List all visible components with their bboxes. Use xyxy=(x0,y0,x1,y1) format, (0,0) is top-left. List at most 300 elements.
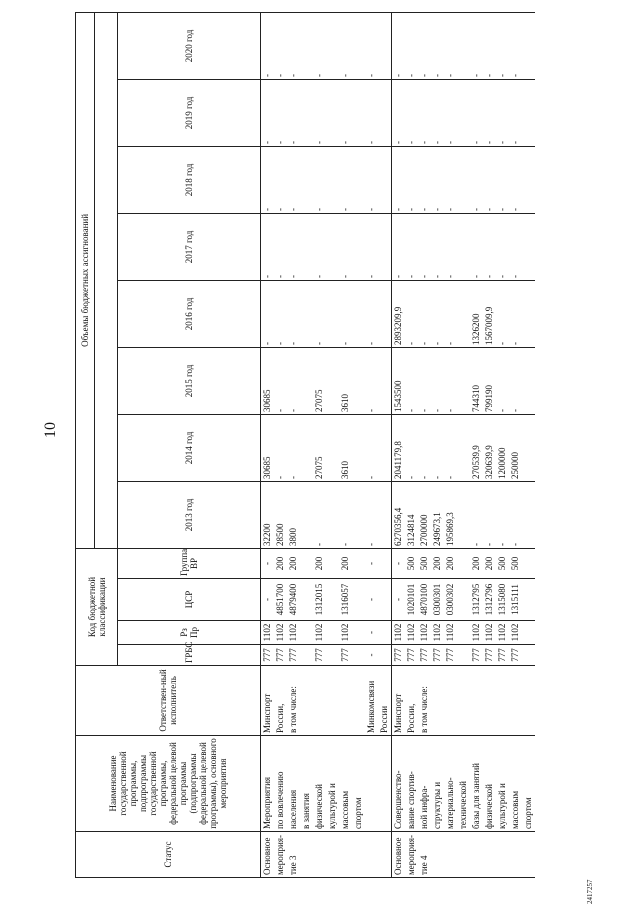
value-cell-2017 xyxy=(457,213,470,280)
value-cell-2020: - xyxy=(470,12,483,79)
rzpr-cell: 1102 xyxy=(418,621,431,645)
value-cell-2014 xyxy=(352,414,365,481)
value-cell-2019 xyxy=(352,79,365,146)
value-cell-2016: - xyxy=(274,280,287,347)
table-row xyxy=(392,12,406,877)
value-cell-2018: - xyxy=(509,146,522,213)
page-number: 10 xyxy=(42,422,59,438)
value-cell-2013 xyxy=(326,481,339,548)
value-cell-2014: 27075 xyxy=(313,414,326,481)
value-cell-2015 xyxy=(522,347,535,414)
value-cell-2018: - xyxy=(470,146,483,213)
value-cell-2020: - xyxy=(509,12,522,79)
value-cell-2018 xyxy=(457,146,470,213)
budget-table-sheet xyxy=(75,13,555,878)
table-row xyxy=(261,12,275,877)
vr-cell: 500 xyxy=(418,548,431,578)
csr-cell xyxy=(522,579,535,621)
status-cell: Основное xyxy=(261,832,275,878)
value-cell-2013 xyxy=(378,481,392,548)
name-cell: культурой и xyxy=(326,736,339,832)
table-row xyxy=(326,12,339,877)
name-cell: спортом xyxy=(522,736,535,832)
csr-cell xyxy=(300,579,313,621)
executor-cell xyxy=(339,666,352,736)
table-row xyxy=(509,12,522,877)
value-cell-2016: - xyxy=(431,280,444,347)
table-row xyxy=(313,12,326,877)
value-cell-2015: - xyxy=(444,347,457,414)
value-cell-2018 xyxy=(326,146,339,213)
executor-cell xyxy=(496,666,509,736)
value-cell-2016: - xyxy=(418,280,431,347)
vr-cell: 200 xyxy=(483,548,496,578)
status-cell xyxy=(470,832,483,878)
value-cell-2017: - xyxy=(405,213,418,280)
grbs-cell xyxy=(326,645,339,666)
value-cell-2020: - xyxy=(339,12,352,79)
value-cell-2019: - xyxy=(261,79,275,146)
executor-cell xyxy=(444,666,457,736)
status-cell xyxy=(326,832,339,878)
value-cell-2015: 3610 xyxy=(339,347,352,414)
vr-cell: 200 xyxy=(313,548,326,578)
header-volumes: Объемы бюджетных ассигнований xyxy=(76,12,95,548)
status-cell: тие 4 xyxy=(418,832,431,878)
document-code: 2417257 xyxy=(586,879,594,904)
status-cell: мероприя- xyxy=(274,832,287,878)
value-cell-2018: - xyxy=(274,146,287,213)
value-cell-2016: 1567009,9 xyxy=(483,280,496,347)
value-cell-2015 xyxy=(378,347,392,414)
value-cell-2020 xyxy=(352,12,365,79)
table-row xyxy=(287,12,300,877)
value-cell-2017: - xyxy=(483,213,496,280)
value-cell-2016: - xyxy=(444,280,457,347)
csr-cell: 4870100 xyxy=(418,579,431,621)
value-cell-2017: - xyxy=(392,213,406,280)
executor-cell: в том числе: xyxy=(287,666,300,736)
csr-cell xyxy=(457,579,470,621)
value-cell-2018 xyxy=(352,146,365,213)
value-cell-2017: - xyxy=(339,213,352,280)
value-cell-2018: - xyxy=(444,146,457,213)
value-cell-2014 xyxy=(522,414,535,481)
executor-cell xyxy=(300,666,313,736)
grbs-cell: 777 xyxy=(339,645,352,666)
csr-cell: 1316057 xyxy=(339,579,352,621)
header-rzpr: Рз Пр xyxy=(118,621,261,645)
vr-cell: 200 xyxy=(274,548,287,578)
grbs-cell: 777 xyxy=(496,645,509,666)
value-cell-2020: - xyxy=(444,12,457,79)
name-cell: технической xyxy=(457,736,470,832)
name-cell: массовым xyxy=(509,736,522,832)
csr-cell: - xyxy=(261,579,275,621)
value-cell-2016: - xyxy=(339,280,352,347)
value-cell-2016: - xyxy=(496,280,509,347)
value-cell-2019: - xyxy=(405,79,418,146)
value-cell-2020: - xyxy=(418,12,431,79)
header-year-2018: 2018 год xyxy=(118,146,261,213)
rzpr-cell: 1102 xyxy=(470,621,483,645)
grbs-cell: 777 xyxy=(483,645,496,666)
value-cell-2019: - xyxy=(431,79,444,146)
value-cell-2020: - xyxy=(365,12,378,79)
rzpr-cell xyxy=(300,621,313,645)
value-cell-2013: - xyxy=(509,481,522,548)
value-cell-2018: - xyxy=(287,146,300,213)
executor-cell: Минспорт xyxy=(392,666,406,736)
grbs-cell: 777 xyxy=(470,645,483,666)
status-cell xyxy=(509,832,522,878)
value-cell-2016 xyxy=(326,280,339,347)
name-cell: вание спортив- xyxy=(405,736,418,832)
csr-cell: 4879400 xyxy=(287,579,300,621)
csr-cell: 1312795 xyxy=(470,579,483,621)
vr-cell xyxy=(522,548,535,578)
value-cell-2016: - xyxy=(509,280,522,347)
value-cell-2018 xyxy=(300,146,313,213)
value-cell-2014 xyxy=(300,414,313,481)
value-cell-2016: - xyxy=(405,280,418,347)
vr-cell: 200 xyxy=(444,548,457,578)
table-row xyxy=(365,12,378,877)
value-cell-2014: - xyxy=(405,414,418,481)
value-cell-2014: - xyxy=(431,414,444,481)
value-cell-2014: 320639,9 xyxy=(483,414,496,481)
rzpr-cell: - xyxy=(365,621,378,645)
csr-cell: - xyxy=(365,579,378,621)
status-cell xyxy=(313,832,326,878)
table-row xyxy=(483,12,496,877)
value-cell-2020 xyxy=(457,12,470,79)
value-cell-2020: - xyxy=(405,12,418,79)
rzpr-cell: 1102 xyxy=(405,621,418,645)
header-executor: Ответствен-ный исполнитель xyxy=(76,666,261,736)
value-cell-2014: - xyxy=(365,414,378,481)
value-cell-2017: - xyxy=(509,213,522,280)
grbs-cell: 777 xyxy=(418,645,431,666)
header-name: Наименование государственной программы, подпрограммы государственной программы, федеральной целевой программы (подпрограммы федеральной целевой программы), основного мероприятия xyxy=(76,736,261,832)
value-cell-2015: 27075 xyxy=(313,347,326,414)
grbs-cell: 777 xyxy=(287,645,300,666)
value-cell-2018 xyxy=(522,146,535,213)
value-cell-2019: - xyxy=(496,79,509,146)
executor-cell xyxy=(522,666,535,736)
rzpr-cell: 1102 xyxy=(313,621,326,645)
table-row xyxy=(405,12,418,877)
value-cell-2015: - xyxy=(405,347,418,414)
table-row xyxy=(378,12,392,877)
value-cell-2019 xyxy=(300,79,313,146)
rzpr-cell: 1102 xyxy=(392,621,406,645)
value-cell-2013: 3124814 xyxy=(405,481,418,548)
status-cell: Основное xyxy=(392,832,406,878)
value-cell-2017 xyxy=(300,213,313,280)
header-year-2019: 2019 год xyxy=(118,79,261,146)
status-cell xyxy=(378,832,392,878)
value-cell-2014: 1200000 xyxy=(496,414,509,481)
header-status: Статус xyxy=(76,832,261,878)
grbs-cell: 777 xyxy=(392,645,406,666)
table-body xyxy=(261,12,536,877)
value-cell-2014 xyxy=(378,414,392,481)
rzpr-cell xyxy=(378,621,392,645)
name-cell: Совершенство- xyxy=(392,736,406,832)
value-cell-2019 xyxy=(522,79,535,146)
rzpr-cell xyxy=(522,621,535,645)
status-cell xyxy=(431,832,444,878)
value-cell-2016 xyxy=(352,280,365,347)
value-cell-2015: - xyxy=(274,347,287,414)
value-cell-2013: 195869,3 xyxy=(444,481,457,548)
value-cell-2015: - xyxy=(496,347,509,414)
value-cell-2015 xyxy=(300,347,313,414)
status-cell xyxy=(457,832,470,878)
name-cell: структуры и xyxy=(431,736,444,832)
vr-cell xyxy=(300,548,313,578)
value-cell-2020 xyxy=(378,12,392,79)
header-csr: ЦСР xyxy=(118,579,261,621)
vr-cell: - xyxy=(392,548,406,578)
value-cell-2013 xyxy=(352,481,365,548)
value-cell-2020: - xyxy=(261,12,275,79)
value-cell-2018: - xyxy=(431,146,444,213)
table-row xyxy=(522,12,535,877)
status-cell xyxy=(483,832,496,878)
value-cell-2018: - xyxy=(313,146,326,213)
status-cell xyxy=(444,832,457,878)
csr-cell: 1312015 xyxy=(313,579,326,621)
executor-cell: Минспорт xyxy=(261,666,275,736)
grbs-cell: 777 xyxy=(313,645,326,666)
value-cell-2019: - xyxy=(274,79,287,146)
value-cell-2016: - xyxy=(313,280,326,347)
status-cell xyxy=(522,832,535,878)
value-cell-2015: - xyxy=(509,347,522,414)
grbs-cell xyxy=(378,645,392,666)
value-cell-2013: - xyxy=(470,481,483,548)
value-cell-2018: - xyxy=(392,146,406,213)
header-vr: Группа ВР xyxy=(118,548,261,578)
value-cell-2018: - xyxy=(405,146,418,213)
grbs-cell xyxy=(300,645,313,666)
rzpr-cell: 1102 xyxy=(509,621,522,645)
value-cell-2018: - xyxy=(365,146,378,213)
name-cell: Мероприятия xyxy=(261,736,275,832)
rzpr-cell: 1102 xyxy=(261,621,275,645)
rzpr-cell: 1102 xyxy=(444,621,457,645)
value-cell-2014 xyxy=(457,414,470,481)
value-cell-2019: - xyxy=(444,79,457,146)
value-cell-2020: - xyxy=(313,12,326,79)
value-cell-2019: - xyxy=(509,79,522,146)
value-cell-2019: - xyxy=(483,79,496,146)
value-cell-2016: 1326200 xyxy=(470,280,483,347)
value-cell-2015: - xyxy=(287,347,300,414)
name-cell: материально- xyxy=(444,736,457,832)
value-cell-2017: - xyxy=(313,213,326,280)
value-cell-2015 xyxy=(457,347,470,414)
value-cell-2013: - xyxy=(313,481,326,548)
rzpr-cell: 1102 xyxy=(339,621,352,645)
value-cell-2017 xyxy=(378,213,392,280)
rzpr-cell: 1102 xyxy=(483,621,496,645)
value-cell-2014: 3610 xyxy=(339,414,352,481)
value-cell-2019: - xyxy=(418,79,431,146)
name-cell: физической xyxy=(313,736,326,832)
value-cell-2017 xyxy=(352,213,365,280)
executor-cell xyxy=(457,666,470,736)
value-cell-2016 xyxy=(300,280,313,347)
grbs-cell: 777 xyxy=(444,645,457,666)
value-cell-2014 xyxy=(326,414,339,481)
value-cell-2014: - xyxy=(287,414,300,481)
value-cell-2015: - xyxy=(431,347,444,414)
vr-cell xyxy=(378,548,392,578)
value-cell-2014: - xyxy=(274,414,287,481)
csr-cell: - xyxy=(392,579,406,621)
value-cell-2017: - xyxy=(444,213,457,280)
value-cell-2016: 2893209,9 xyxy=(392,280,406,347)
csr-cell xyxy=(378,579,392,621)
value-cell-2017 xyxy=(522,213,535,280)
value-cell-2019 xyxy=(378,79,392,146)
header-year-2015: 2015 год xyxy=(118,347,261,414)
value-cell-2017: - xyxy=(287,213,300,280)
header-year-2013: 2013 год xyxy=(118,481,261,548)
status-cell xyxy=(339,832,352,878)
value-cell-2014: - xyxy=(444,414,457,481)
value-cell-2014: 270539,9 xyxy=(470,414,483,481)
vr-cell xyxy=(352,548,365,578)
csr-cell: 1312796 xyxy=(483,579,496,621)
executor-cell xyxy=(352,666,365,736)
value-cell-2015 xyxy=(352,347,365,414)
name-cell: массовым xyxy=(339,736,352,832)
value-cell-2017: - xyxy=(274,213,287,280)
vr-cell xyxy=(326,548,339,578)
value-cell-2020: - xyxy=(392,12,406,79)
value-cell-2020: - xyxy=(483,12,496,79)
executor-cell: в том числе: xyxy=(418,666,431,736)
grbs-cell xyxy=(522,645,535,666)
value-cell-2017: - xyxy=(431,213,444,280)
value-cell-2015: 799190 xyxy=(483,347,496,414)
value-cell-2016: - xyxy=(261,280,275,347)
name-cell xyxy=(378,736,392,832)
status-cell: мероприя- xyxy=(405,832,418,878)
value-cell-2014: - xyxy=(418,414,431,481)
value-cell-2020 xyxy=(522,12,535,79)
name-cell: по вовлечению xyxy=(274,736,287,832)
value-cell-2017: - xyxy=(470,213,483,280)
header-year-2020: 2020 год xyxy=(118,12,261,79)
vr-cell: 500 xyxy=(496,548,509,578)
executor-cell: России, xyxy=(405,666,418,736)
csr-cell xyxy=(352,579,365,621)
value-cell-2019: - xyxy=(365,79,378,146)
status-cell xyxy=(352,832,365,878)
executor-cell xyxy=(483,666,496,736)
value-cell-2019 xyxy=(326,79,339,146)
table-row xyxy=(496,12,509,877)
value-cell-2014: 2041179,8 xyxy=(392,414,406,481)
value-cell-2013: 28500 xyxy=(274,481,287,548)
value-cell-2017 xyxy=(326,213,339,280)
name-cell: культурой и xyxy=(496,736,509,832)
csr-cell: 0300302 xyxy=(444,579,457,621)
value-cell-2015 xyxy=(326,347,339,414)
grbs-cell xyxy=(457,645,470,666)
executor-cell: России, xyxy=(274,666,287,736)
status-cell: тие 3 xyxy=(287,832,300,878)
csr-cell: 1315080 xyxy=(496,579,509,621)
value-cell-2015: 30685 xyxy=(261,347,275,414)
rzpr-cell xyxy=(457,621,470,645)
value-cell-2018: - xyxy=(339,146,352,213)
value-cell-2013 xyxy=(457,481,470,548)
header-volumes-spacer xyxy=(95,12,118,548)
value-cell-2017: - xyxy=(418,213,431,280)
executor-cell xyxy=(313,666,326,736)
vr-cell: 500 xyxy=(509,548,522,578)
value-cell-2016 xyxy=(457,280,470,347)
grbs-cell: 777 xyxy=(431,645,444,666)
table-row xyxy=(274,12,287,877)
executor-cell xyxy=(326,666,339,736)
name-cell: базы для занятий xyxy=(470,736,483,832)
table-row xyxy=(431,12,444,877)
table-row xyxy=(444,12,457,877)
executor-cell xyxy=(431,666,444,736)
value-cell-2015: - xyxy=(418,347,431,414)
table-row xyxy=(418,12,431,877)
vr-cell: 200 xyxy=(470,548,483,578)
status-cell xyxy=(496,832,509,878)
rzpr-cell: 1102 xyxy=(287,621,300,645)
name-cell: ной инфра- xyxy=(418,736,431,832)
value-cell-2013: 249673,1 xyxy=(431,481,444,548)
value-cell-2016: - xyxy=(287,280,300,347)
table-row xyxy=(339,12,352,877)
value-cell-2015: 1543500 xyxy=(392,347,406,414)
value-cell-2013: - xyxy=(365,481,378,548)
value-cell-2016 xyxy=(378,280,392,347)
value-cell-2017: - xyxy=(496,213,509,280)
value-cell-2013: 3800 xyxy=(287,481,300,548)
header-year-2017: 2017 год xyxy=(118,213,261,280)
value-cell-2016 xyxy=(522,280,535,347)
value-cell-2020: - xyxy=(431,12,444,79)
header-grbs: ГРБС xyxy=(118,645,261,666)
csr-cell xyxy=(326,579,339,621)
value-cell-2015: 744310 xyxy=(470,347,483,414)
value-cell-2019: - xyxy=(339,79,352,146)
executor-cell xyxy=(470,666,483,736)
value-cell-2020 xyxy=(326,12,339,79)
value-cell-2018: - xyxy=(483,146,496,213)
name-cell: в занятия xyxy=(300,736,313,832)
value-cell-2019: - xyxy=(392,79,406,146)
vr-cell: - xyxy=(261,548,275,578)
grbs-cell xyxy=(352,645,365,666)
value-cell-2018 xyxy=(378,146,392,213)
value-cell-2014: 250000 xyxy=(509,414,522,481)
value-cell-2019: - xyxy=(313,79,326,146)
vr-cell: - xyxy=(365,548,378,578)
